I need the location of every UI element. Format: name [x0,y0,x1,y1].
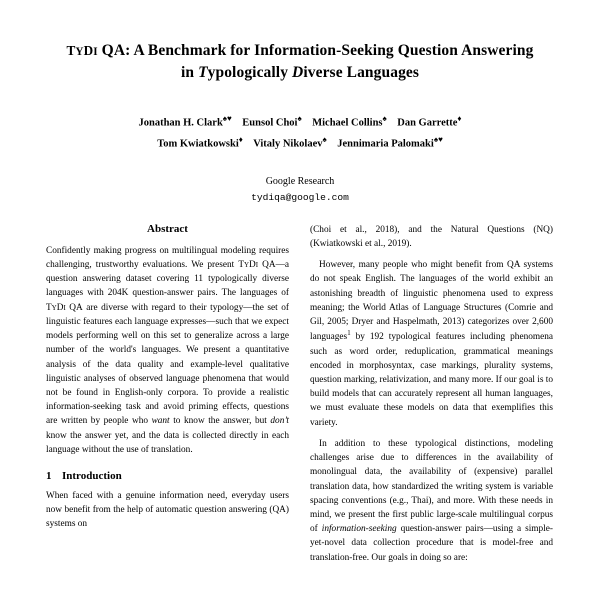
intro-paragraph-1: When faced with a genuine information need, everyday users now benefit from the help of automatic question answering (QA) systems on [46,491,289,530]
page-title [46,40,554,84]
title-line1-rest: QA: A Benchmark for Information-Seeking Question Answering [97,42,534,59]
title-line2-in: in [180,64,199,81]
author-affil-marker: ♦ [238,134,243,144]
section-number: 1 [46,470,52,483]
title-line2-d: D [292,64,304,81]
contact-email: tydiqa@google.com [251,191,349,203]
title-line2-ypologically: ypologically [207,64,293,81]
author-line-2 [46,133,554,154]
author-name: Dan Garrette [397,117,458,129]
author-affil-marker: ♠♥ [433,134,443,144]
abstract-text: Confidently making progress on multilingual modeling requires challenging, trustworthy evaluations. We present TyDi QA—a question answering dataset covering 11 typologically diverse languages with 204K question-answer pairs. The languages of TyDi QA are diverse with regard to their typology—the set of linguistic features each language expresses—such that we expect models performing well on this set to generalize across a large number of the world's languages. We present a quantitative analysis of the data quality and example-level qualitative linguistic analyses of observed language phenomena that would not be found in English-only corpora. To provide a realistic information-seeking task and avoid priming effects, questions are written by people who want to know the answer, but don’t know the answer yet, and the data is collected directly in each language without the use of translation. [46,245,290,455]
author-affil-marker: ♠♥ [222,114,232,123]
right-paragraph-3: In addition to these typological distinctions, modeling challenges arise due to differences in the availability of monolingual data, the availability of (expensive) parallel translation data, how standardized the writing system is variable spacing conventions (e.g., Thai), and more. With these needs in mind, we present the first public large-scale multilingual corpus of information-seeking question-answer pairs—using a simple-yet-novel data collection procedure that is model-free and translation-free. Our goals in doing so are: [310,438,553,563]
author-affil-marker: ♠ [297,114,302,123]
author-line-1 [46,112,554,133]
right-paragraph-1: (Choi et al., 2018), and the Natural Questions (NQ) (Kwiatkowski et al., 2019). [310,224,553,249]
author-name: Vitaly Nikolaev [253,138,323,150]
two-column-body [46,223,554,572]
title-tydi-i: I [93,46,98,58]
title-line2-iverse: iverse Languages [303,64,420,81]
title-tydi-t: T [66,43,76,58]
section-title: Introduction [62,470,122,483]
abstract-heading: Abstract [147,222,188,235]
right-paragraph-2-text: However, many people who might benefit from QA systems do not speak English. The languages of the world exhibit an astonishing breadth of linguistic phenomena used to express meaning; the World Atlas of Language Structures (Comrie and Gil, 2005; Dryer and Haspelmath, 2013) categorizes over 2,600 languages$^1$ by 192 typological features including phenomena such as word order, reduplication, grammatical meanings encoded in morphosyntax, case markings, plurality systems, question marking, relativization, and many more. If our goal is to build models that can accurately represent all human languages, we must evaluate these models on data that exemplifies this variety. [310,260,553,428]
author-name: Jonathan H. Clark [138,117,223,129]
author-name: Tom Kwiatkowski [157,138,239,150]
author-affil-marker: ♠ [322,134,327,144]
right-paragraph-2 [310,258,553,430]
left-column [46,223,289,572]
title-line2-t: T [198,64,208,81]
author-list [46,112,554,154]
title-tydi-y: Y [75,46,84,58]
author-name: Jennimaria Palomaki [337,138,434,150]
title-tydi-d: D [83,43,94,58]
affiliation: Google Research [265,175,335,187]
section-heading-introduction [46,470,289,482]
author-name: Eunsol Choi [242,117,298,129]
author-affil-marker: ♠ [382,114,387,123]
right-column [310,223,553,572]
author-name: Michael Collins [312,117,383,129]
author-affil-marker: ♦ [457,114,462,123]
